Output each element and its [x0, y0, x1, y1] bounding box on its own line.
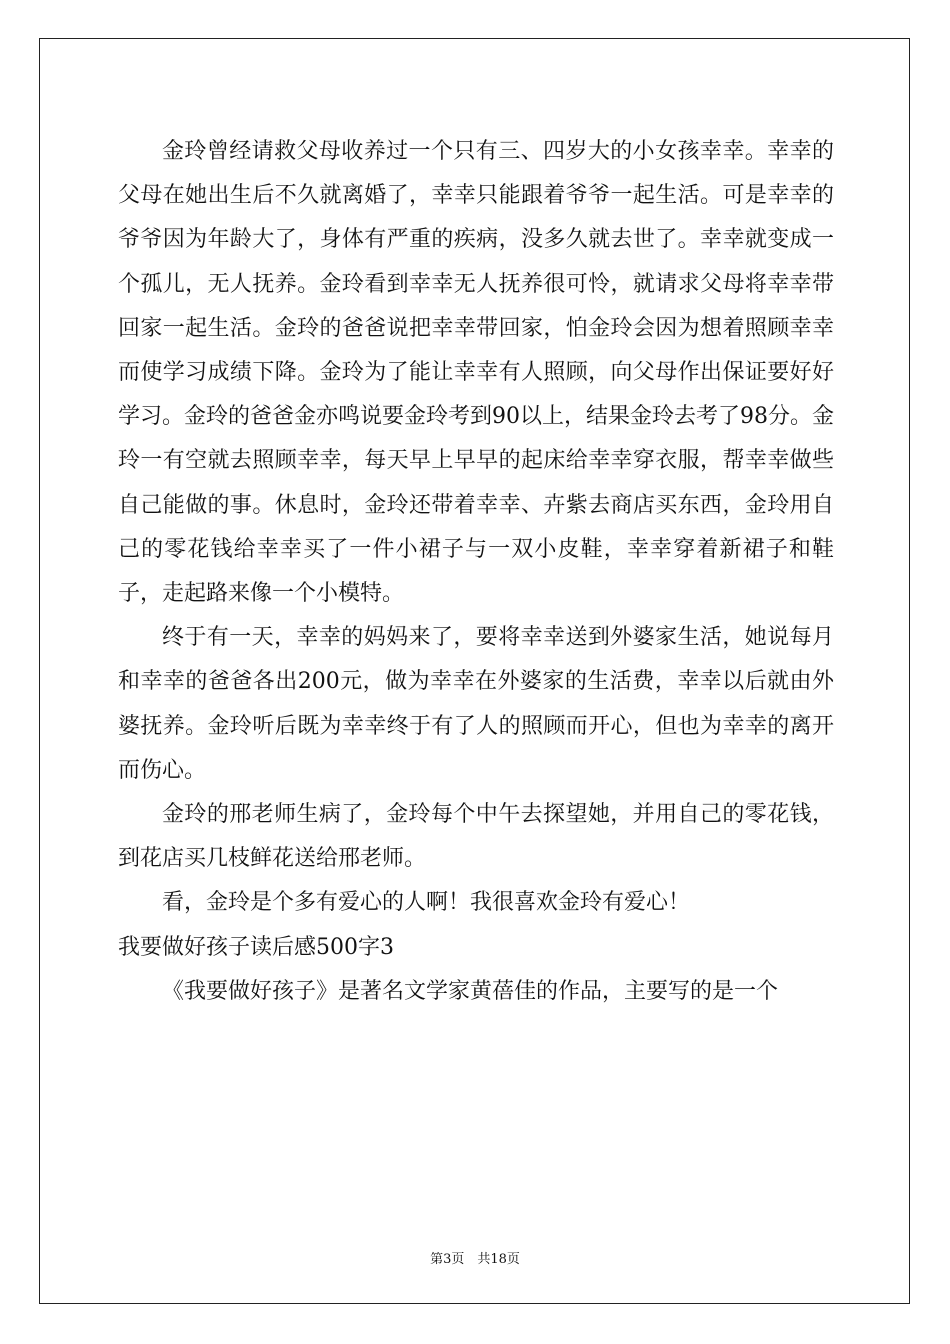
paragraph-1: 金玲曾经请救父母收养过一个只有三、四岁大的小女孩幸幸。幸幸的父母在她出生后不久就离婚了，幸幸只能跟着爷爷一起生活。可是幸幸的爷爷因为年龄大了，身体有严重的疾病，没多久就去世了。幸幸就变成一个孤儿，无人抚养。金玲看到幸幸无人抚养很可怜，就请求父母将幸幸带回家一起生活。金玲的爸爸说把幸幸带回家，怕金玲会因为想着照顾幸幸而使学习成绩下降。金玲为了能让幸幸有人照顾，向父母作出保证要好好学习。金玲的爸爸金亦鸣说要金玲考到90以上，结果金玲去考了98分。金玲一有空就去照顾幸幸，每天早上早早的起床给幸幸穿衣服，帮幸幸做些自己能做的事。休息时，金玲还带着幸幸、卉紫去商店买东西，金玲用自己的零花钱给幸幸买了一件小裙子与一双小皮鞋，幸幸穿着新裙子和鞋子，走起路来像一个小模特。 — [118, 139, 834, 607]
section-heading: 我要做好孩子读后感500字3 — [118, 934, 394, 960]
page-footer: 第3页 共18页 — [430, 1252, 520, 1267]
paragraph-5: 《我要做好孩子》是著名文学家黄蓓佳的作品，主要写的是一个 — [162, 978, 779, 1004]
document-body — [118, 130, 834, 1014]
paragraph-4: 看，金玲是个多有爱心的人啊！我很喜欢金玲有爱心！ — [162, 890, 691, 916]
paragraph-3: 金玲的邢老师生病了，金玲每个中午去探望她，并用自己的零花钱，到花店买几枝鲜花送给邢老师。 — [118, 802, 834, 872]
paragraph-2: 终于有一天，幸幸的妈妈来了，要将幸幸送到外婆家生活，她说每月和幸幸的爸爸各出200元，做为幸幸在外婆家的生活费，幸幸以后就由外婆抚养。金玲听后既为幸幸终于有了人的照顾而开心，但也为幸幸的离开而伤心。 — [118, 625, 834, 783]
